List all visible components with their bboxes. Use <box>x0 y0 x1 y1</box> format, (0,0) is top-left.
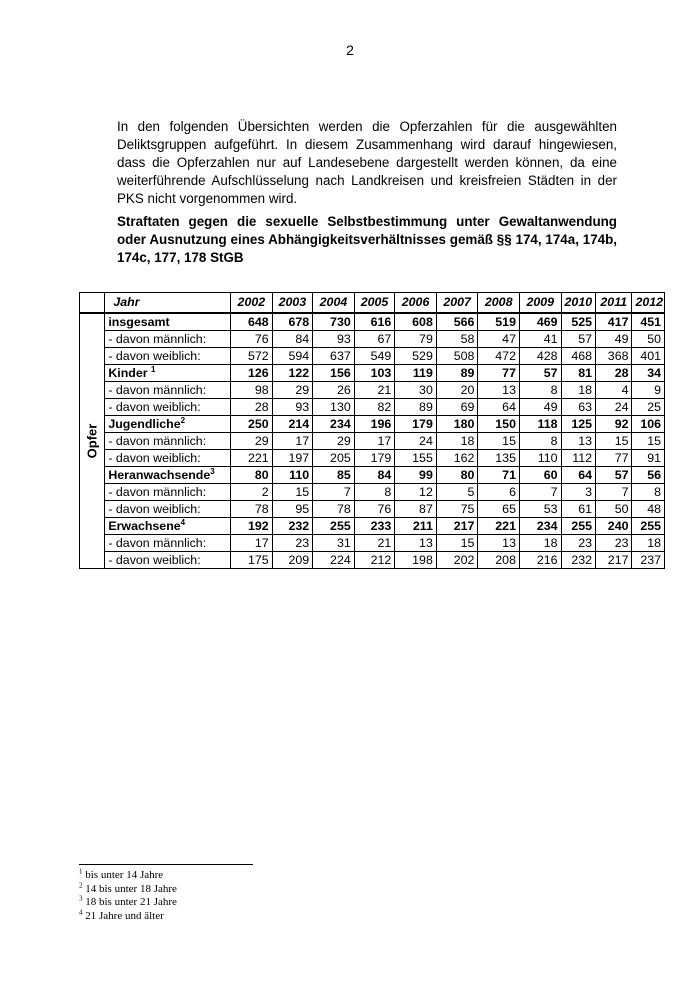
table-row <box>80 450 665 467</box>
value-cell: 18 <box>561 382 595 399</box>
value-cell: 255 <box>561 518 595 535</box>
value-cell: 566 <box>436 313 478 331</box>
footnote <box>79 896 177 910</box>
value-cell: 6 <box>478 484 520 501</box>
value-cell: 221 <box>478 518 520 535</box>
value-cell: 616 <box>354 313 395 331</box>
value-cell: 28 <box>231 399 273 416</box>
row-label-text: Heranwachsende <box>108 467 211 482</box>
value-cell: 525 <box>561 313 595 331</box>
value-cell: 13 <box>478 535 520 552</box>
value-cell: 93 <box>313 331 355 348</box>
value-cell: 79 <box>395 331 437 348</box>
footnote-marker: 2 <box>180 415 186 425</box>
value-cell: 209 <box>272 552 313 569</box>
value-cell: 179 <box>395 416 437 433</box>
value-cell: 93 <box>272 399 313 416</box>
row-label <box>105 331 231 348</box>
value-cell: 468 <box>561 348 595 365</box>
value-cell: 9 <box>632 382 665 399</box>
value-cell: 175 <box>231 552 273 569</box>
value-cell: 198 <box>395 552 437 569</box>
table-row <box>80 348 665 365</box>
value-cell: 180 <box>436 416 478 433</box>
value-cell: 179 <box>354 450 395 467</box>
row-label <box>105 382 231 399</box>
value-cell: 130 <box>313 399 355 416</box>
value-cell: 26 <box>313 382 355 399</box>
row-label-text: - davon weiblich: <box>108 501 201 516</box>
value-cell: 217 <box>596 552 632 569</box>
value-cell: 64 <box>478 399 520 416</box>
footnote-marker: 1 <box>151 364 156 374</box>
value-cell: 63 <box>561 399 595 416</box>
value-cell: 20 <box>436 382 478 399</box>
value-cell: 451 <box>632 313 665 331</box>
value-cell: 50 <box>596 501 632 518</box>
value-cell: 29 <box>272 382 313 399</box>
row-label-text: - davon männlich: <box>108 331 207 346</box>
value-cell: 50 <box>632 331 665 348</box>
value-cell: 13 <box>478 382 520 399</box>
value-cell: 7 <box>313 484 355 501</box>
footnote <box>79 869 177 883</box>
value-cell: 18 <box>632 535 665 552</box>
value-cell: 78 <box>313 501 355 518</box>
value-cell: 23 <box>272 535 313 552</box>
page-number: 2 <box>346 42 354 58</box>
row-label-text: - davon männlich: <box>108 382 207 397</box>
footnote-text: 18 bis unter 21 Jahre <box>82 896 177 908</box>
row-label <box>105 501 231 518</box>
value-cell: 30 <box>395 382 437 399</box>
row-label <box>105 348 231 365</box>
value-cell: 13 <box>561 433 595 450</box>
value-cell: 84 <box>354 467 395 484</box>
value-cell: 67 <box>354 331 395 348</box>
value-cell: 15 <box>596 433 632 450</box>
value-cell: 368 <box>596 348 632 365</box>
value-cell: 28 <box>596 365 632 382</box>
value-cell: 232 <box>272 518 313 535</box>
value-cell: 240 <box>596 518 632 535</box>
footnote-number: 4 <box>79 907 83 916</box>
row-label-text: - davon männlich: <box>108 433 207 448</box>
value-cell: 17 <box>272 433 313 450</box>
value-cell: 89 <box>436 365 478 382</box>
table-row <box>80 535 665 552</box>
value-cell: 95 <box>272 501 313 518</box>
footnote-marker: 4 <box>180 517 186 527</box>
value-cell: 84 <box>272 331 313 348</box>
value-cell: 119 <box>395 365 437 382</box>
value-cell: 150 <box>478 416 520 433</box>
value-cell: 53 <box>519 501 561 518</box>
value-cell: 156 <box>313 365 355 382</box>
value-cell: 417 <box>596 313 632 331</box>
value-cell: 13 <box>395 535 437 552</box>
value-cell: 2 <box>231 484 273 501</box>
value-cell: 112 <box>561 450 595 467</box>
value-cell: 196 <box>354 416 395 433</box>
value-cell: 31 <box>313 535 355 552</box>
value-cell: 21 <box>354 535 395 552</box>
value-cell: 99 <box>395 467 437 484</box>
value-cell: 48 <box>632 501 665 518</box>
value-cell: 125 <box>561 416 595 433</box>
value-cell: 118 <box>519 416 561 433</box>
header-year: 2004 <box>313 293 355 314</box>
value-cell: 212 <box>354 552 395 569</box>
value-cell: 76 <box>231 331 273 348</box>
table-row <box>80 433 665 450</box>
value-cell: 5 <box>436 484 478 501</box>
value-cell: 75 <box>436 501 478 518</box>
value-cell: 12 <box>395 484 437 501</box>
value-cell: 17 <box>231 535 273 552</box>
value-cell: 7 <box>519 484 561 501</box>
footnote-number: 1 <box>79 867 83 876</box>
value-cell: 162 <box>436 450 478 467</box>
value-cell: 58 <box>436 331 478 348</box>
value-cell: 57 <box>596 467 632 484</box>
value-cell: 4 <box>596 382 632 399</box>
value-cell: 155 <box>395 450 437 467</box>
value-cell: 469 <box>519 313 561 331</box>
row-label <box>105 416 231 433</box>
header-year: 2012 <box>632 293 665 314</box>
footnote-rule <box>79 864 253 865</box>
value-cell: 8 <box>519 382 561 399</box>
value-cell: 61 <box>561 501 595 518</box>
value-cell: 572 <box>231 348 273 365</box>
value-cell: 24 <box>395 433 437 450</box>
value-cell: 85 <box>313 467 355 484</box>
value-cell: 15 <box>478 433 520 450</box>
table-row <box>80 382 665 399</box>
value-cell: 81 <box>561 365 595 382</box>
header-year: 2007 <box>436 293 478 314</box>
row-label <box>105 552 231 569</box>
table-heading: Straftaten gegen die sexuelle Selbstbestimmung unter Gewaltanwendung oder Ausnutzung eines Abhängigkeitsverhältnisses gemäß §§ 174, 174a, 174b, 174c, 177, 178 StGB <box>117 214 617 265</box>
value-cell: 730 <box>313 313 355 331</box>
header-year: 2008 <box>478 293 520 314</box>
value-cell: 77 <box>596 450 632 467</box>
table-row <box>80 416 665 433</box>
value-cell: 8 <box>354 484 395 501</box>
value-cell: 428 <box>519 348 561 365</box>
table-row <box>80 331 665 348</box>
value-cell: 217 <box>436 518 478 535</box>
row-label <box>105 399 231 416</box>
value-cell: 56 <box>632 467 665 484</box>
value-cell: 232 <box>561 552 595 569</box>
value-cell: 8 <box>632 484 665 501</box>
row-label <box>105 518 231 535</box>
footnote-marker: 3 <box>210 466 215 476</box>
value-cell: 17 <box>354 433 395 450</box>
header-year: 2006 <box>395 293 437 314</box>
value-cell: 608 <box>395 313 437 331</box>
value-cell: 87 <box>395 501 437 518</box>
row-label-text: - davon weiblich: <box>108 348 201 363</box>
value-cell: 80 <box>231 467 273 484</box>
value-cell: 49 <box>519 399 561 416</box>
row-label-text: Jugendliche <box>108 416 181 431</box>
header-jahr: Jahr <box>105 293 231 314</box>
intro-paragraph: In den folgenden Übersichten werden die Opferzahlen für die ausgewählten Deliktsgruppen aufgeführt. In diesem Zusammenhang wird darauf hingewiesen, dass die Opferzahlen nur auf Landesebene dargestellt werden können, da eine weiterführende Aufschlüsselung nach Landkreisen und kreisfreien Städten in der PKS nicht vorgenommen wird. <box>117 119 617 206</box>
value-cell: 80 <box>436 467 478 484</box>
value-cell: 7 <box>596 484 632 501</box>
value-cell: 594 <box>272 348 313 365</box>
value-cell: 29 <box>231 433 273 450</box>
table-row <box>80 484 665 501</box>
footnote-number: 3 <box>79 894 83 903</box>
value-cell: 233 <box>354 518 395 535</box>
value-cell: 508 <box>436 348 478 365</box>
row-label-text: - davon weiblich: <box>108 399 201 414</box>
header-year: 2010 <box>561 293 595 314</box>
value-cell: 211 <box>395 518 437 535</box>
value-cell: 3 <box>561 484 595 501</box>
value-cell: 41 <box>519 331 561 348</box>
value-cell: 15 <box>272 484 313 501</box>
value-cell: 205 <box>313 450 355 467</box>
header-corner <box>80 293 105 314</box>
value-cell: 47 <box>478 331 520 348</box>
table-row <box>80 467 665 484</box>
value-cell: 65 <box>478 501 520 518</box>
value-cell: 637 <box>313 348 355 365</box>
value-cell: 69 <box>436 399 478 416</box>
row-label <box>105 365 231 382</box>
value-cell: 234 <box>519 518 561 535</box>
table-row <box>80 313 665 331</box>
header-year: 2003 <box>272 293 313 314</box>
header-year: 2002 <box>231 293 273 314</box>
value-cell: 401 <box>632 348 665 365</box>
value-cell: 77 <box>478 365 520 382</box>
footnote <box>79 880 177 897</box>
value-cell: 71 <box>478 467 520 484</box>
value-cell: 255 <box>632 518 665 535</box>
value-cell: 192 <box>231 518 273 535</box>
value-cell: 122 <box>272 365 313 382</box>
footnotes <box>79 869 177 923</box>
value-cell: 49 <box>596 331 632 348</box>
value-cell: 221 <box>231 450 273 467</box>
row-label-text: - davon weiblich: <box>108 450 201 465</box>
row-label-text: Erwachsene <box>108 518 181 533</box>
footnote-text: bis unter 14 Jahre <box>82 869 164 881</box>
value-cell: 472 <box>478 348 520 365</box>
value-cell: 29 <box>313 433 355 450</box>
value-cell: 91 <box>632 450 665 467</box>
header-year: 2009 <box>519 293 561 314</box>
value-cell: 89 <box>395 399 437 416</box>
value-cell: 78 <box>231 501 273 518</box>
value-cell: 34 <box>632 365 665 382</box>
value-cell: 237 <box>632 552 665 569</box>
value-cell: 549 <box>354 348 395 365</box>
row-label-text: Kinder <box>108 365 152 380</box>
value-cell: 103 <box>354 365 395 382</box>
value-cell: 64 <box>561 467 595 484</box>
header-year: 2011 <box>596 293 632 314</box>
value-cell: 678 <box>272 313 313 331</box>
row-label <box>105 535 231 552</box>
value-cell: 82 <box>354 399 395 416</box>
value-cell: 18 <box>436 433 478 450</box>
table-row <box>80 501 665 518</box>
row-label-text: - davon männlich: <box>108 484 207 499</box>
value-cell: 255 <box>313 518 355 535</box>
value-cell: 110 <box>272 467 313 484</box>
value-cell: 106 <box>632 416 665 433</box>
value-cell: 24 <box>596 399 632 416</box>
value-cell: 98 <box>231 382 273 399</box>
footnote-number: 2 <box>79 880 83 889</box>
value-cell: 57 <box>519 365 561 382</box>
value-cell: 519 <box>478 313 520 331</box>
victim-statistics-table <box>79 292 665 569</box>
row-label <box>105 467 231 484</box>
value-cell: 21 <box>354 382 395 399</box>
row-label <box>105 450 231 467</box>
header-row <box>80 293 665 314</box>
value-cell: 216 <box>519 552 561 569</box>
table-row <box>80 552 665 569</box>
value-cell: 57 <box>561 331 595 348</box>
opfer-side-label: Opfer <box>84 423 100 459</box>
opfer-side-label-cell <box>80 313 105 569</box>
footnote-text: 14 bis unter 18 Jahre <box>82 882 177 895</box>
value-cell: 15 <box>632 433 665 450</box>
value-cell: 234 <box>313 416 355 433</box>
value-cell: 8 <box>519 433 561 450</box>
row-label <box>105 433 231 450</box>
value-cell: 208 <box>478 552 520 569</box>
row-label <box>105 313 231 331</box>
value-cell: 529 <box>395 348 437 365</box>
value-cell: 135 <box>478 450 520 467</box>
row-label-text: - davon weiblich: <box>108 552 201 567</box>
value-cell: 202 <box>436 552 478 569</box>
value-cell: 197 <box>272 450 313 467</box>
row-label <box>105 484 231 501</box>
table-row <box>80 518 665 535</box>
value-cell: 76 <box>354 501 395 518</box>
value-cell: 25 <box>632 399 665 416</box>
value-cell: 224 <box>313 552 355 569</box>
table-row <box>80 365 665 382</box>
value-cell: 23 <box>596 535 632 552</box>
value-cell: 18 <box>519 535 561 552</box>
value-cell: 250 <box>231 416 273 433</box>
row-label-text: insgesamt <box>108 314 170 329</box>
value-cell: 92 <box>596 416 632 433</box>
value-cell: 126 <box>231 365 273 382</box>
header-year: 2005 <box>354 293 395 314</box>
value-cell: 15 <box>436 535 478 552</box>
table-row <box>80 399 665 416</box>
value-cell: 214 <box>272 416 313 433</box>
value-cell: 110 <box>519 450 561 467</box>
value-cell: 648 <box>231 313 273 331</box>
row-label-text: - davon männlich: <box>108 535 207 550</box>
footnote-text: 21 Jahre und älter <box>82 909 164 922</box>
footnote <box>79 907 177 924</box>
value-cell: 23 <box>561 535 595 552</box>
value-cell: 60 <box>519 467 561 484</box>
